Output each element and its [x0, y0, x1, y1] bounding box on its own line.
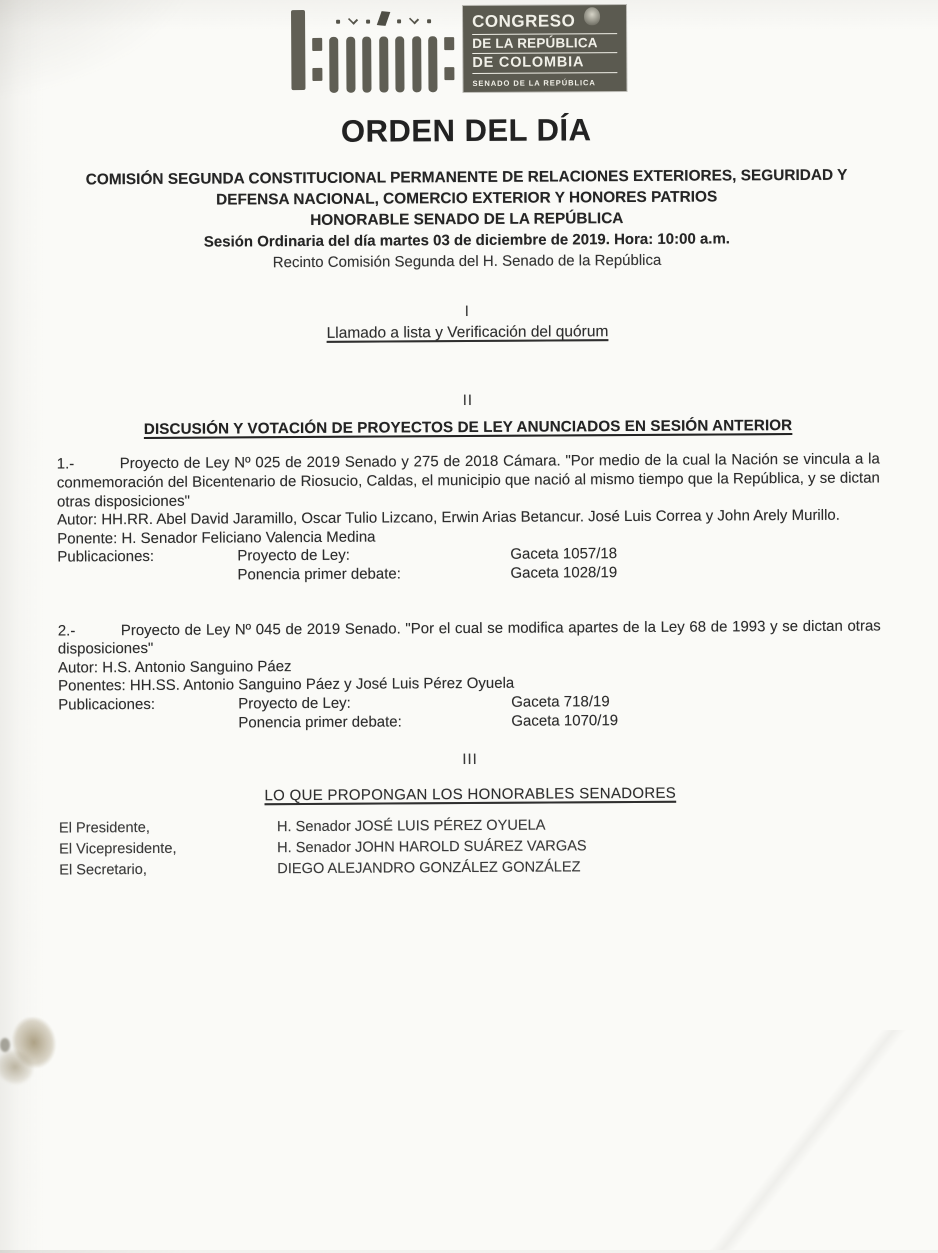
project-2-number: 2.- [57, 621, 76, 640]
coat-of-arms-icon [584, 7, 600, 25]
project-2-author: Autor: H.S. Antonio Sanguino Páez [57, 657, 292, 677]
venue-line: Recinto Comisión Segunda del H. Senado de la República [272, 252, 662, 272]
section-3-heading: LO QUE PROPONGAN LOS HONORABLES SENADORES [264, 784, 677, 805]
project-2-rapporteur: Ponentes: HH.SS. Antonio Sanguino Páez y José Luis Pérez Oyuela [58, 675, 515, 695]
signature-names [277, 814, 882, 881]
congress-logo [54, 4, 864, 97]
project-1-description: 1.- Proyecto de Ley Nº 025 de 2019 Senado y 275 de 2018 Cámara. "Por medio de la cual la Nación se vincula a la conmemoración del Bicentenario de Riosucio, Caldas, el municipio que nació al mismo tiempo que la República, y se dictan otras disposiciones" [56, 450, 880, 511]
colonnade-icon [291, 6, 462, 93]
logo-columns [329, 36, 437, 93]
publication-gazette: Gaceta 718/19 [511, 693, 610, 711]
project-2-publications [58, 691, 881, 733]
page-title: ORDEN DEL DÍA [340, 112, 592, 149]
logo-line-1: CONGRESO [472, 11, 576, 31]
signature-name: DIEGO ALEJANDRO GONZÁLEZ GONZÁLEZ [277, 859, 581, 878]
section-1-numeral: I [464, 303, 470, 321]
publication-gazette: Gaceta 1057/18 [510, 545, 618, 564]
project-1-rapporteur: Ponente: H. Senador Feliciano Valencia Medina [57, 528, 376, 548]
signature-block [59, 814, 882, 882]
project-1-author: Autor: HH.RR. Abel David Jaramillo, Oscar Tulio Lizcano, Erwin Arias Betancur. José Luis Correa y John Arely Murillo. [57, 506, 840, 529]
signature-role: El Presidente, [58, 820, 150, 837]
signature-role: El Vicepresidente, [59, 840, 177, 858]
session-line: Sesión Ordinaria del día martes 03 de diciembre de 2019. Hora: 10:00 a.m. [203, 230, 730, 252]
project-1-publications [57, 544, 880, 586]
logo-line-3: DE COLOMBIA [472, 54, 585, 71]
publication-item: Ponencia primer debate: [238, 712, 402, 731]
logo-subtitle: SENADO DE LA REPÚBLICA [472, 78, 596, 88]
logo-squares-left [312, 7, 323, 93]
document-header [55, 165, 879, 274]
signature-name: H. Senador JOHN HAROLD SUÁREZ VARGAS [277, 838, 587, 857]
publications-label: Publicaciones: [57, 548, 155, 566]
publication-gazette: Gaceta 1028/19 [510, 564, 618, 582]
project-1-number: 1.- [56, 455, 75, 473]
flag-icon [376, 11, 390, 26]
signature-name: H. Senador JOSÉ LUIS PÉREZ OYUELA [276, 817, 546, 836]
logo-squares-right [444, 6, 455, 92]
publication-item: Proyecto de Ley: [238, 694, 351, 713]
chamber-heading: HONORABLE SENADO DE LA REPÚBLICA [310, 209, 624, 229]
logo-textbox [463, 5, 627, 92]
section-2-numeral: II [462, 392, 474, 410]
publication-item: Proyecto de Ley: [237, 547, 350, 565]
publication-item: Ponencia primer debate: [237, 565, 401, 584]
section-2-heading: DISCUSIÓN Y VOTACIÓN DE PROYECTOS DE LEY ANUNCIADOS EN SESIÓN ANTERIOR [143, 417, 793, 439]
project-2-description: 2.- Proyecto de Ley Nº 045 de 2019 Senado. "Por el cual se modifica apartes de la Ley 68 de 1993 y se dictan otras disposiciones" [57, 617, 881, 658]
commission-heading: COMISIÓN SEGUNDA CONSTITUCIONAL PERMANENTE DE RELACIONES EXTERIORES, SEGURIDAD Y DEFENSA NACIONAL, COMERCIO EXTERIOR Y HONORES PATRIOS [85, 166, 848, 209]
publications-label: Publicaciones: [58, 695, 156, 714]
section-1-heading: Llamado a lista y Verificación del quórum [326, 323, 609, 343]
logo-bird-marks [329, 10, 437, 33]
signature-role: El Secretario, [59, 862, 147, 879]
logo-line-2: DE LA REPÚBLICA [472, 35, 598, 51]
logo-left-pillar [291, 10, 305, 90]
signature-roles [59, 817, 277, 881]
project-item-2 [58, 617, 882, 734]
section-3-numeral: III [462, 751, 478, 769]
publication-gazette: Gaceta 1070/19 [511, 711, 619, 730]
project-item-1 [57, 451, 881, 586]
